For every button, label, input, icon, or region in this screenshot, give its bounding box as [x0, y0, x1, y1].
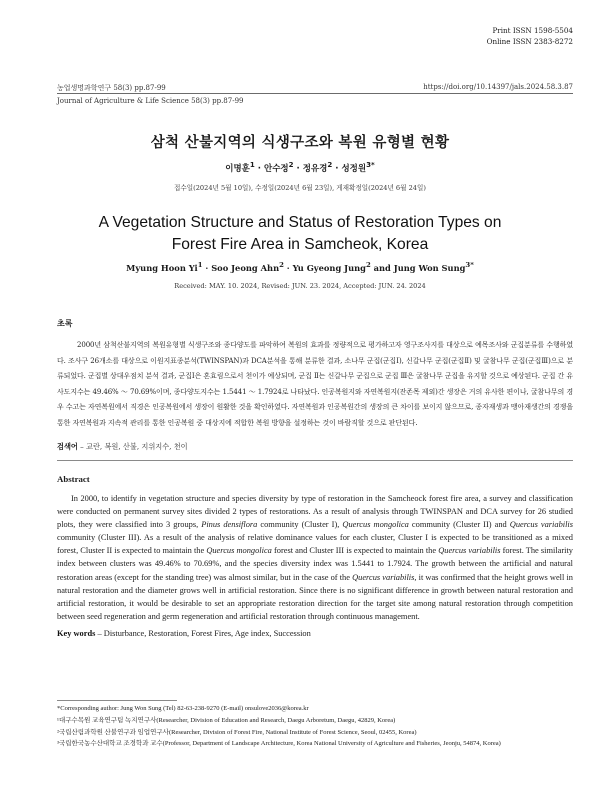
abstract-text: forest. The similarity index between clusters was 49.46% to 70.69%, and the species diversity index was 1.5441 to 1.7924. The growth between the artificial and natural restoration areas (except for the standing tree) was almost similar, but in the case of the — [57, 546, 573, 582]
author-sup: 1 — [197, 261, 203, 269]
journal-ko: 농업생명과학연구 58(3) pp.87-99 — [57, 84, 166, 92]
author-ko: 안수정 — [263, 163, 289, 174]
abstract-text: community (Cluster I), — [257, 520, 343, 530]
author-sup: 2 — [288, 160, 294, 169]
doi-link[interactable]: https://doi.org/10.14397/jals.2024.58.3.87 — [423, 83, 573, 91]
abstract-english — [57, 492, 573, 623]
author-en: Jung Won Sung — [393, 262, 466, 273]
title-english — [0, 212, 600, 256]
keywords-ko-list: 교란, 복원, 산불, 지위지수, 천이 — [86, 442, 188, 451]
authors-korean — [0, 160, 600, 174]
keywords-en-label: Key words — [57, 629, 96, 638]
author-ko: 이명훈 — [225, 163, 250, 174]
keywords-korean: 검색어 – 교란, 복원, 산불, 지위지수, 천이 — [57, 442, 188, 451]
online-issn: Online ISSN 2383-8272 — [486, 37, 573, 47]
species-name: Quercus variabilis — [352, 572, 415, 582]
abstract-korean: 2000년 삼척산불지역의 복원유형별 식생구조와 종다양도를 파악하여 복원의 효과를 정량적으로 평가하고자 영구조사지를 대상으로 예목조사와 군집분류를 수행하였다. 조사구 26개소를 대상으로 이원지표종분석(TWINSPAN)과 DCA분석을 통해 분류한 결과, 소나무 군집(군집Ⅰ), 신갈나무 군집(군집Ⅱ) 및 굴참나무 군집(군집Ⅲ)으로 분류되었다. 군집별 상대우점치 분석 결과, 군집Ⅰ은 혼효림으로서 천이가 예상되며, 군집 Ⅱ는 신갈나무 군집으로 군집 Ⅲ은 굴참나무 군집을 유지할 것으로 예상된다. 군집 간 유사도지수는 49.46% ～ 70.69%이며, 종다양도지수는 1.5441 ～ 1.7924로 나타났다. 인공복원지와 자연복원지(잔존목 제외)간 생장은 거의 유사한 편이나, 굴참나무의 경우 수고는 자연복원에서 직경은 인공복원에서 생장이 원활한 것을 확인하였다. 자연복원과 인공복원간의 생장의 큰 차이를 보이지 않으므로, 종자재생과 맹아재생간의 경쟁을 통한 자연복원과 지속적 관리를 통한 인공복원 중 대상지에 적합한 복원 방향을 설정하는 것이 바람직할 것으로 판단된다. — [57, 341, 573, 427]
abstract-text: , it was confirmed that the height grows well in natural restoration and the diameter grows well in artificial restoration. Since there is no significant difference in growth between natural restoration and artificial restoration, it would be desirable to set an appropriate restoration direction for the target site among natural restoration through competition between seed regeneration and germ regeneration and artificial restoration through continuous management. — [57, 572, 573, 621]
abstract-text: forest and Cluster III is expected to maintain the — [271, 546, 439, 556]
authors-english — [0, 261, 600, 273]
author-en: Yu Gyeong Jung — [292, 262, 366, 273]
section-divider — [57, 460, 573, 461]
footnote-corresponding: *Corresponding author: Jung Won Sung (Tel) 82-63-238-9270 (E-mail) onsulove2036@korea.kr — [57, 705, 309, 712]
dates-english: Received: MAY. 10. 2024, Revised: JUN. 23. 2024, Accepted: JUN. 24. 2024 — [174, 282, 426, 290]
author-separator: · — [332, 163, 342, 174]
author-sup: 2 — [327, 160, 333, 169]
title-english-line1: A Vegetation Structure and Status of Restoration Types on — [98, 214, 502, 231]
journal-en: Journal of Agriculture & Life Science 58(3) pp.87-99 — [57, 97, 244, 105]
species-name: Quercus variabilis — [509, 520, 573, 530]
author-sup: 1 — [249, 160, 255, 169]
print-issn: Print ISSN 1598-5504 — [492, 26, 573, 35]
author-en: Myung Hoon Yi — [126, 262, 198, 273]
species-name: Quercus mongolica — [206, 546, 272, 556]
footnote-rule — [57, 700, 177, 701]
title-english-line2: Forest Fire Area in Samcheok, Korea — [171, 236, 429, 253]
abstract-en-heading: Abstract — [57, 474, 90, 484]
species-name: Pinus densiflora — [201, 520, 258, 530]
title-korean: 삼척 산불지역의 식생구조와 복원 유형별 현황 — [150, 135, 450, 151]
species-name: Quercus variabilis — [438, 546, 501, 556]
author-sup: 2 — [365, 261, 371, 269]
author-ko: 성정원 — [341, 163, 367, 174]
abstract-ko-heading: 초록 — [57, 319, 73, 328]
author-and: and — [370, 262, 394, 273]
author-sup: 3* — [465, 261, 474, 269]
issn-block — [487, 25, 573, 48]
abstract-text: community (Cluster III). As a result of the analysis of relative dominance values for each cluster, Cluster I is expected to be transitioned as a mixed forest, Cluster II is expected to maintain the — [57, 533, 573, 556]
footnote-affiliation-1: ¹대구수목원 교육연구팀 녹지연구사(Researcher, Division of Education and Research, Daegu Arboretum, Daegu, 42829, Korea) — [57, 716, 396, 724]
keywords-english: Key words – Disturbance, Restoration, Forest Fires, Age index, Succession — [57, 629, 311, 638]
footnote-affiliation-3: ³국립한국농수산대학교 조경학과 교수(Professor, Department of Landscape Architecture, Korea National University of Agriculture and Fisheries, Jeonju, 54874, Korea) — [57, 740, 501, 748]
dates-korean: 접수일(2024년 5월 10일), 수정일(2024년 6월 23일), 게재확정일(2024년 6월 24일) — [174, 184, 426, 192]
keywords-en-list: Disturbance, Restoration, Forest Fires, Age index, Succession — [103, 629, 311, 638]
author-en: Soo Jeong Ahn — [211, 262, 280, 273]
author-ko: 정유경 — [302, 163, 328, 174]
author-sup: 3* — [366, 160, 375, 169]
abstract-text: community (Cluster II) and — [408, 520, 510, 530]
footnote-affiliation-2: ²국립산림과학원 산불연구과 임업연구사(Researcher, Division of Forest Fire, National Institute of Forest Science, Seoul, 02455, Korea) — [57, 728, 417, 736]
author-separator: · — [202, 262, 212, 273]
keywords-ko-label: 검색어 — [57, 442, 78, 451]
author-separator: · — [293, 163, 303, 174]
abstract-text: In 2000, to identify in vegetation structure and species diversity by type of restoration in the Samcheock forest fire area, a survey and classification were conducted on permanent survey sites divided 2 types of restorations. As a result of analysis through TWINSPAN and DCA survey for 26 studied plots, they were classified into 3 groups, — [57, 494, 573, 530]
footnotes — [57, 703, 573, 750]
author-separator: · — [283, 262, 293, 273]
header-rule — [57, 93, 573, 94]
author-separator: · — [254, 163, 264, 174]
author-sup: 2 — [279, 261, 284, 269]
species-name: Quercus mongolica — [342, 520, 409, 530]
